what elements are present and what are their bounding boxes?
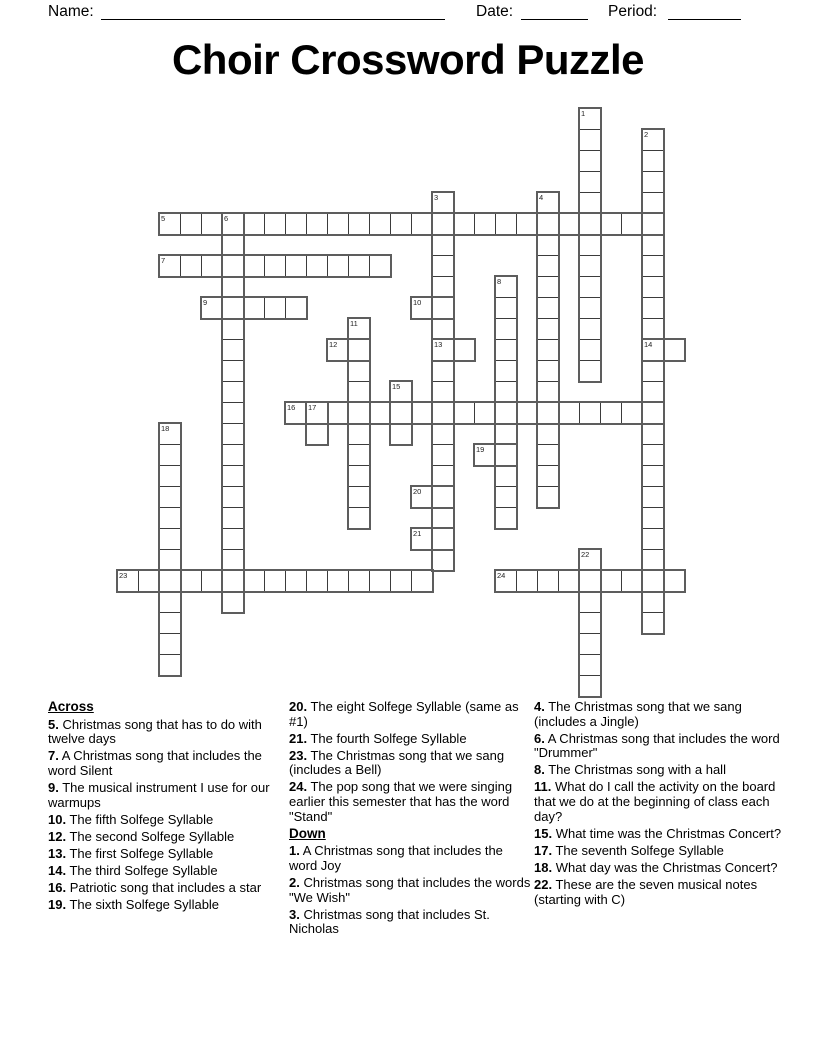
grid-cell[interactable] [579,339,601,361]
grid-cell[interactable] [432,360,454,382]
grid-cell[interactable] [642,213,664,235]
grid-cell[interactable] [348,213,370,235]
grid-cell[interactable] [222,360,244,382]
grid-cell[interactable] [159,549,181,571]
grid-cell[interactable] [159,570,181,592]
grid-cell[interactable] [348,255,370,277]
clue-18: 18. What day was the Christmas Concert? [534,859,778,875]
clue-list-header-down: Down [289,825,326,841]
grid-cell[interactable] [600,402,622,424]
grid-cell[interactable] [159,612,181,634]
grid-cell[interactable] [264,570,286,592]
clue-column-right [534,700,796,910]
clue-number-19: 19 [476,444,485,454]
grid-cell[interactable] [432,297,454,319]
clue-number-10: 10 [413,297,422,307]
grid-cell[interactable] [348,381,370,403]
grid-cell[interactable] [348,339,370,361]
grid-cell[interactable] [579,654,601,676]
clue-6: 6. A Christmas song that includes the word "Drummer" [534,730,780,761]
clue-number-16: 16 [287,402,296,412]
grid-cell[interactable] [285,297,307,319]
grid-cell[interactable] [537,318,559,340]
grid-cell[interactable] [579,234,601,256]
grid-cell[interactable] [432,381,454,403]
grid-cell[interactable] [390,423,412,445]
grid-cell[interactable] [579,255,601,277]
clue-20: 20. The eight Solfege Syllable (same as #1) [289,699,519,729]
grid-cell[interactable] [642,444,664,466]
grid-cell[interactable] [222,423,244,445]
grid-cell[interactable] [579,612,601,634]
grid-cell[interactable] [159,444,181,466]
clue-17: 17. The seventh Solfege Syllable [534,842,724,858]
grid-cell[interactable] [642,318,664,340]
grid-cell[interactable] [432,402,454,424]
grid-cell[interactable] [327,255,349,277]
grid-cell[interactable] [642,507,664,529]
grid-cell[interactable] [495,339,517,361]
grid-cell[interactable] [495,213,517,235]
clue-21: 21. The fourth Solfege Syllable [289,730,467,746]
period-blank-line [668,19,741,20]
grid-cell[interactable] [453,339,475,361]
grid-cell[interactable] [222,528,244,550]
grid-cell[interactable] [222,297,244,319]
grid-cell[interactable] [222,381,244,403]
grid-cell[interactable] [411,570,433,592]
grid-cell[interactable] [432,549,454,571]
clue-number-22: 22 [581,549,590,559]
clue-12: 12. The second Solfege Syllable [48,828,235,844]
grid-cell[interactable] [306,402,328,424]
grid-cell[interactable] [495,423,517,445]
grid-cell[interactable] [327,339,349,361]
grid-cell[interactable] [201,570,223,592]
grid-cell[interactable] [579,129,601,151]
grid-cell[interactable] [411,213,433,235]
clue-8: 8. The Christmas song with a hall [534,762,726,778]
grid-cell[interactable] [642,486,664,508]
grid-cell[interactable] [537,192,559,214]
clue-number-7: 7 [161,255,166,265]
grid-cell[interactable] [642,549,664,571]
grid-cell[interactable] [243,570,265,592]
grid-cell[interactable] [285,213,307,235]
grid-cell[interactable] [579,213,601,235]
grid-cell[interactable] [369,213,391,235]
grid-cell[interactable] [201,255,223,277]
grid-cell[interactable] [159,507,181,529]
grid-cell[interactable] [600,213,622,235]
grid-cell[interactable] [222,213,244,235]
grid-cell[interactable] [495,444,517,466]
grid-cell[interactable] [579,591,601,613]
grid-cell[interactable] [180,213,202,235]
grid-cell[interactable] [306,423,328,445]
grid-cell[interactable] [306,255,328,277]
name-label: Name: [48,3,94,20]
grid-cell[interactable] [558,402,580,424]
grid-cell[interactable] [579,297,601,319]
grid-cell[interactable] [201,213,223,235]
clue-column-left [48,700,284,915]
grid-cell[interactable] [243,255,265,277]
grid-cell[interactable] [579,150,601,172]
grid-cell[interactable] [432,213,454,235]
grid-cell[interactable] [159,486,181,508]
clue-number-9: 9 [203,297,208,307]
grid-cell[interactable] [222,444,244,466]
grid-cell[interactable] [432,444,454,466]
grid-cell[interactable] [537,255,559,277]
grid-cell[interactable] [159,528,181,550]
grid-cell[interactable] [537,465,559,487]
grid-cell[interactable] [222,465,244,487]
grid-cell[interactable] [537,402,559,424]
grid-cell[interactable] [474,213,496,235]
clue-15: 15. What time was the Christmas Concert? [534,825,782,841]
grid-cell[interactable] [411,486,433,508]
clue-number-23: 23 [119,570,128,580]
clue-number-17: 17 [308,402,317,412]
grid-cell[interactable] [642,129,664,151]
clue-23: 23. The Christmas song that we sang (includes a Bell) [289,747,505,778]
grid-cell[interactable] [642,276,664,298]
grid-cell[interactable] [495,465,517,487]
grid-cell[interactable] [579,675,601,697]
grid-cell[interactable] [495,570,517,592]
clue-number-15: 15 [392,381,401,391]
grid-cell[interactable] [222,276,244,298]
grid-cell[interactable] [537,444,559,466]
grid-cell[interactable] [579,402,601,424]
grid-cell[interactable] [369,570,391,592]
grid-cell[interactable] [327,570,349,592]
grid-cell[interactable] [348,570,370,592]
grid-cell[interactable] [621,402,643,424]
grid-cell[interactable] [348,465,370,487]
grid-cell[interactable] [243,297,265,319]
grid-cell[interactable] [222,486,244,508]
grid-cell[interactable] [159,465,181,487]
clue-number-5: 5 [161,213,166,223]
grid-cell[interactable] [264,255,286,277]
grid-cell[interactable] [285,570,307,592]
grid-cell[interactable] [579,570,601,592]
grid-cell[interactable] [222,549,244,571]
grid-cell[interactable] [537,213,559,235]
grid-cell[interactable] [579,192,601,214]
grid-cell[interactable] [495,402,517,424]
grid-cell[interactable] [243,213,265,235]
grid-cell[interactable] [579,633,601,655]
grid-cell[interactable] [180,570,202,592]
grid-cell[interactable] [138,570,160,592]
grid-cell[interactable] [222,507,244,529]
clue-number-13: 13 [434,339,443,349]
grid-cell[interactable] [579,549,601,571]
grid-cell[interactable] [642,612,664,634]
grid-cell[interactable] [159,654,181,676]
grid-cell[interactable] [264,213,286,235]
clue-9: 9. The musical instrument I use for our warmups [48,779,270,810]
clue-number-1: 1 [581,108,586,118]
grid-cell[interactable] [285,402,307,424]
worksheet-header [0,2,816,26]
grid-cell[interactable] [537,276,559,298]
grid-cell[interactable] [642,591,664,613]
clue-24: 24. The pop song that we were singing earlier this semester that has the word "Stand" [289,779,513,824]
clue-number-20: 20 [413,486,422,496]
grid-cell[interactable] [537,423,559,445]
grid-cell[interactable] [516,213,538,235]
grid-cell[interactable] [642,297,664,319]
clue-1: 1. A Christmas song that includes the word Joy [289,843,503,873]
grid-cell[interactable] [180,255,202,277]
grid-cell[interactable] [642,465,664,487]
grid-cell[interactable] [159,255,181,277]
grid-cell[interactable] [495,297,517,319]
clue-10: 10. The fifth Solfege Syllable [48,811,214,827]
clue-11: 11. What do I call the activity on the board that we do at the beginning of class each day? [534,779,776,824]
clue-column-middle [289,700,532,939]
clue-number-14: 14 [644,339,653,349]
clue-number-24: 24 [497,570,506,580]
grid-cell[interactable] [642,402,664,424]
grid-cell[interactable] [390,213,412,235]
grid-cell[interactable] [264,297,286,319]
grid-cell[interactable] [495,486,517,508]
clue-number-6: 6 [224,213,229,223]
grid-cell[interactable] [579,360,601,382]
grid-cell[interactable] [642,570,664,592]
grid-cell[interactable] [642,339,664,361]
grid-cell[interactable] [222,591,244,613]
grid-cell[interactable] [222,402,244,424]
grid-cell[interactable] [516,570,538,592]
grid-cell[interactable] [369,402,391,424]
grid-cell[interactable] [537,486,559,508]
grid-cell[interactable] [411,402,433,424]
grid-cell[interactable] [348,507,370,529]
clue-number-18: 18 [161,423,170,433]
grid-cell[interactable] [474,402,496,424]
grid-cell[interactable] [159,213,181,235]
grid-cell[interactable] [222,234,244,256]
grid-cell[interactable] [621,213,643,235]
period-label: Period: [608,3,658,20]
grid-cell[interactable] [663,339,685,361]
clue-13: 13. The first Solfege Syllable [48,845,214,861]
clue-5: 5. Christmas song that has to do with twelve days [48,716,262,747]
clue-3: 3. Christmas song that includes St. Nicholas [289,906,490,937]
grid-cell[interactable] [642,423,664,445]
grid-cell[interactable] [642,360,664,382]
grid-cell[interactable] [537,381,559,403]
clue-7: 7. A Christmas song that includes the word Silent [48,748,262,778]
grid-cell[interactable] [453,402,475,424]
grid-cell[interactable] [495,360,517,382]
clue-number-11: 11 [350,318,358,328]
grid-cell[interactable] [537,297,559,319]
grid-cell[interactable] [348,423,370,445]
grid-cell[interactable] [432,339,454,361]
grid-cell[interactable] [642,150,664,172]
grid-cell[interactable] [642,255,664,277]
grid-cell[interactable] [432,276,454,298]
grid-cell[interactable] [159,591,181,613]
grid-cell[interactable] [579,171,601,193]
grid-cell[interactable] [579,318,601,340]
grid-cell[interactable] [432,234,454,256]
grid-cell[interactable] [579,108,601,130]
grid-cell[interactable] [516,402,538,424]
grid-cell[interactable] [390,402,412,424]
grid-cell[interactable] [537,234,559,256]
grid-cell[interactable] [285,255,307,277]
grid-cell[interactable] [663,570,685,592]
grid-cell[interactable] [432,192,454,214]
grid-cell[interactable] [390,381,412,403]
grid-cell[interactable] [327,402,349,424]
grid-cell[interactable] [117,570,139,592]
clue-list-header-across: Across [48,699,94,714]
grid-cell[interactable] [348,486,370,508]
grid-cell[interactable] [348,360,370,382]
page-title: Choir Crossword Puzzle [171,36,645,83]
grid-cell[interactable] [306,213,328,235]
grid-cell[interactable] [495,276,517,298]
grid-cell[interactable] [642,381,664,403]
grid-cell[interactable] [558,213,580,235]
clue-number-12: 12 [329,339,338,349]
grid-cell[interactable] [642,192,664,214]
clue-16: 16. Patriotic song that includes a star [48,880,262,896]
grid-cell[interactable] [222,318,244,340]
grid-cell[interactable] [558,570,580,592]
grid-cell[interactable] [159,423,181,445]
clue-14: 14. The third Solfege Syllable [48,862,218,878]
date-blank-line [521,19,588,20]
grid-cell[interactable] [432,486,454,508]
grid-cell[interactable] [495,507,517,529]
name-blank-line [101,19,445,20]
grid-cell[interactable] [222,339,244,361]
grid-cell[interactable] [348,444,370,466]
grid-cell[interactable] [453,213,475,235]
clue-19: 19. The sixth Solfege Syllable [48,897,220,913]
grid-cell[interactable] [537,360,559,382]
date-label: Date: [476,3,514,20]
grid-cell[interactable] [432,507,454,529]
clue-2: 2. Christmas song that includes the words "We Wish" [289,875,531,905]
grid-cell[interactable] [432,255,454,277]
grid-cell[interactable] [495,381,517,403]
grid-cell[interactable] [369,255,391,277]
grid-cell[interactable] [495,318,517,340]
grid-cell[interactable] [474,444,496,466]
grid-cell[interactable] [201,297,223,319]
crossword-grid [117,108,687,698]
grid-cell[interactable] [159,633,181,655]
grid-cell[interactable] [600,570,622,592]
grid-cell[interactable] [411,528,433,550]
grid-cell[interactable] [642,234,664,256]
grid-cell[interactable] [327,213,349,235]
grid-cell[interactable] [390,570,412,592]
grid-cell[interactable] [432,465,454,487]
grid-cell[interactable] [642,528,664,550]
grid-cell[interactable] [579,276,601,298]
clue-number-8: 8 [497,276,502,286]
grid-cell[interactable] [411,297,433,319]
grid-cell[interactable] [537,339,559,361]
grid-cell[interactable] [348,402,370,424]
grid-cell[interactable] [348,318,370,340]
grid-cell[interactable] [621,570,643,592]
clue-22: 22. These are the seven musical notes (starting with C) [534,877,758,907]
grid-cell[interactable] [432,423,454,445]
clue-4: 4. The Christmas song that we sang (includes a Jingle) [534,699,742,729]
grid-cell[interactable] [222,255,244,277]
grid-cell[interactable] [432,318,454,340]
clue-number-2: 2 [644,129,649,139]
grid-cell[interactable] [306,570,328,592]
clue-number-21: 21 [413,528,422,538]
grid-cell[interactable] [642,171,664,193]
grid-cell[interactable] [432,528,454,550]
grid-cell[interactable] [537,570,559,592]
clue-number-3: 3 [434,192,439,202]
grid-cell[interactable] [222,570,244,592]
clue-number-4: 4 [539,192,544,202]
